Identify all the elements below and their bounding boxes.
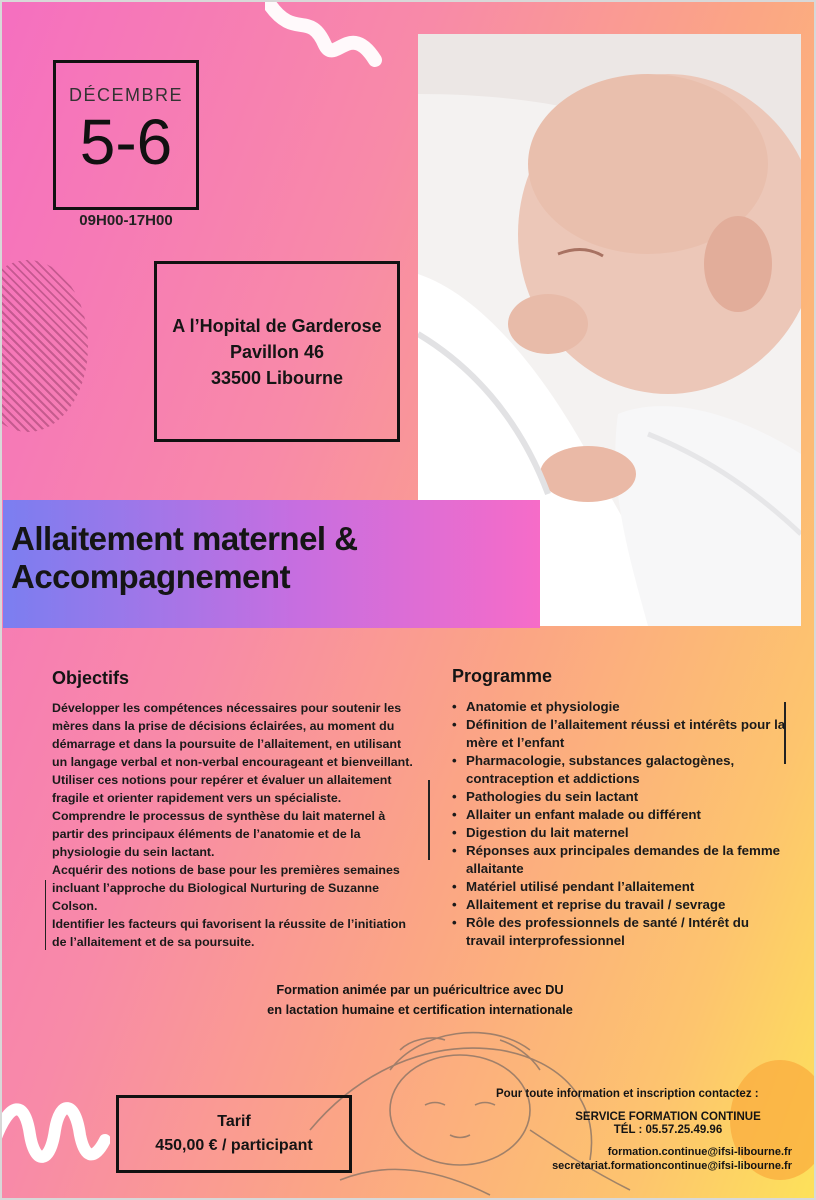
programme-item: • Définition de l’allaitement réussi et intérêts pour la mère et l’enfant [450, 716, 790, 752]
service-phone: TÉL : 05.57.25.49.96 [613, 1124, 723, 1136]
tarif-price: 450,00 € / participant [155, 1137, 313, 1154]
title-line-1: Allaitement maternel & [11, 520, 358, 557]
date-days: 5-6 [79, 106, 173, 178]
programme-item: • Pathologies du sein lactant [450, 788, 790, 806]
objectif-paragraph: Acquérir des notions de base pour les premières semaines incluant l’approche du Biological Nurturing de Suzanne Colson. [52, 863, 400, 913]
wave-stroke-decoration [0, 1080, 110, 1170]
location-box [154, 261, 400, 442]
striped-circle-decoration [0, 260, 88, 432]
contact-email-2[interactable]: secretariat.formationcontinue@ifsi-libourne.fr [552, 1160, 792, 1172]
contact-email-1[interactable]: formation.continue@ifsi-libourne.fr [607, 1146, 792, 1158]
objectif-paragraph: Développer les compétences nécessaires pour soutenir les mères dans la prise de décisions éclairées, au moment du démarrage et dans la poursuite de l’allaitement, en utilisant un langage verbal et non-verbal encourageant et bienveillant. [52, 701, 413, 769]
programme-item: • Anatomie et physiologie [450, 698, 790, 716]
objectif-paragraph: Identifier les facteurs qui favorisent la réussite de l’initiation de l’allaitement et de sa poursuite. [52, 917, 406, 949]
brush-stroke-decoration [265, 0, 385, 70]
service-name: SERVICE FORMATION CONTINUE [575, 1111, 761, 1123]
trainer-credit [225, 980, 615, 1020]
programme-item: • Réponses aux principales demandes de la femme allaitante [450, 842, 790, 878]
programme-list [450, 698, 790, 950]
title-band [3, 500, 540, 628]
programme-item: • Rôle des professionnels de santé / Intérêt du travail interprofessionnel [450, 914, 790, 950]
objectif-paragraph: Utiliser ces notions pour repérer et évaluer un allaitement fragile et orienter rapidement vers un spécialiste. [52, 773, 392, 805]
programme-item: • Allaiter un enfant malade ou différent [450, 806, 790, 824]
event-time: 09H00-17H00 [79, 212, 173, 229]
tarif-box [116, 1095, 352, 1173]
objectif-paragraph: Comprendre le processus de synthèse du lait maternel à partir des principaux éléments de l’anatomie et de la physiologie du sein lactant. [52, 809, 386, 859]
programme-heading: Programme [452, 666, 553, 686]
programme-item: • Pharmacologie, substances galactogènes, contraception et addictions [450, 752, 790, 788]
credit-line-1: Formation animée par un puéricultrice avec DU [276, 982, 564, 997]
contact-service [548, 1111, 788, 1137]
title-line-2: Accompagnement [11, 558, 291, 595]
date-month: DÉCEMBRE [68, 85, 183, 105]
contact-intro: Pour toute information et inscription contactez : [496, 1088, 759, 1100]
programme-item: • Allaitement et reprise du travail / sevrage [450, 896, 790, 914]
location-line-hospital: A l’Hopital de Garderose [172, 315, 382, 336]
programme-item: • Digestion du lait maternel [450, 824, 790, 842]
date-box [53, 60, 199, 210]
location-line-city: 33500 Libourne [210, 367, 344, 388]
location-line-pavilion: Pavillon 46 [229, 341, 325, 362]
objectifs-text [52, 699, 414, 951]
objectifs-heading: Objectifs [52, 668, 130, 688]
credit-line-2: en lactation humaine et certification internationale [267, 1002, 573, 1017]
divider-line-small [45, 880, 46, 950]
tarif-label: Tarif [217, 1113, 251, 1130]
divider-line-left [428, 780, 430, 860]
programme-item: • Matériel utilisé pendant l’allaitement [450, 878, 790, 896]
